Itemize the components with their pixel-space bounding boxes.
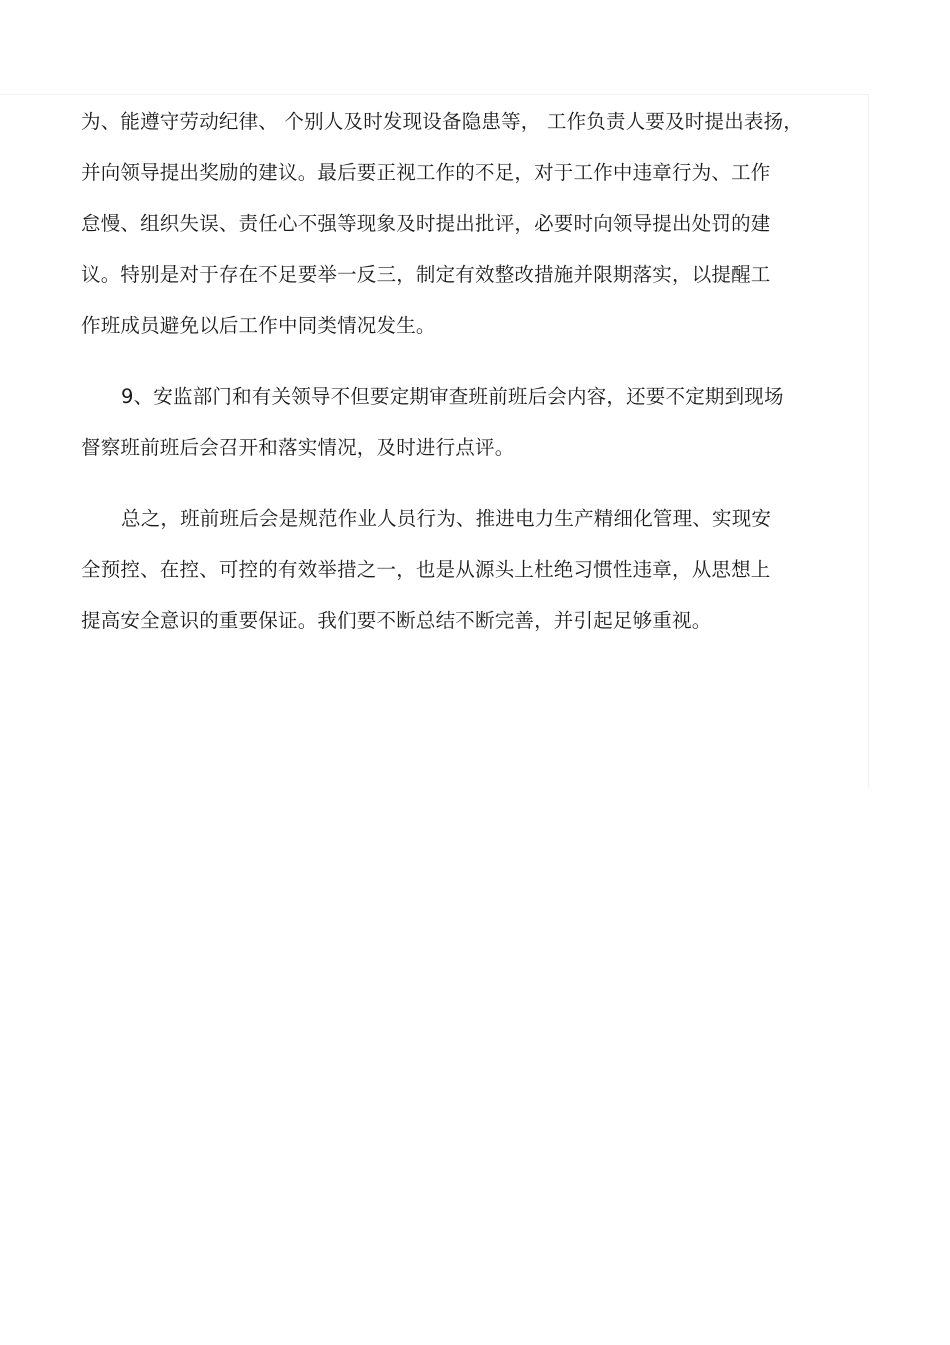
- paragraph-2: [81, 371, 851, 473]
- text-line: 9、安监部门和有关领导不但要定期审查班前班后会内容，还要不定期到现场: [121, 385, 784, 408]
- text-line: 并向领导提出奖励的建议。最后要正视工作的不足，对于工作中违章行为、工作: [81, 161, 771, 184]
- document-body: [81, 96, 851, 646]
- text-line: 作班成员避免以后工作中同类情况发生。: [81, 314, 436, 337]
- text-line: 提高安全意识的重要保证。我们要不断总结不断完善，并引起足够重视。: [81, 609, 712, 632]
- paragraph-spacer: [81, 473, 851, 493]
- text-line: 总之，班前班后会是规范作业人员行为、推进电力生产精细化管理、实现安: [121, 507, 772, 530]
- text-line: 督察班前班后会召开和落实情况，及时进行点评。: [81, 436, 515, 459]
- paragraph-1: [81, 96, 851, 351]
- text-line: 怠慢、组织失误、责任心不强等现象及时提出批评，必要时向领导提出处罚的建: [81, 212, 771, 235]
- paragraph-3: [81, 493, 851, 646]
- text-line: 议。特别是对于存在不足要举一反三，制定有效整改措施并限期落实，以提醒工: [81, 263, 771, 286]
- text-line: 全预控、在控、可控的有效举措之一，也是从源头上杜绝习惯性违章，从思想上: [81, 558, 771, 581]
- paragraph-spacer: [81, 351, 851, 371]
- text-line: 为、能遵守劳动纪律、 个别人及时发现设备隐患等， 工作负责人要及时提出表扬，: [81, 110, 803, 133]
